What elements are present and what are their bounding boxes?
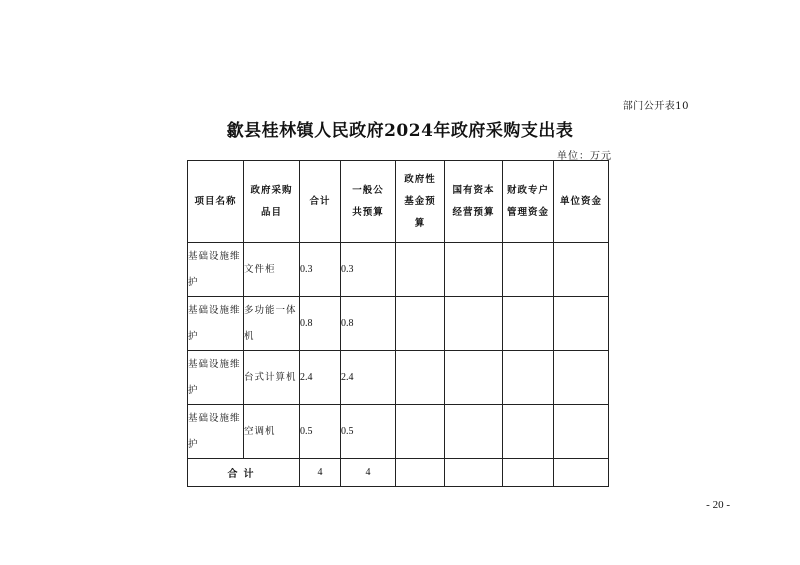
total-cell: 0.8 bbox=[300, 297, 341, 351]
total-cell: 0.5 bbox=[300, 405, 341, 459]
total-row-general-budget: 4 bbox=[341, 459, 396, 487]
project-name-cell: 基础设施维护 bbox=[188, 405, 244, 459]
project-name-cell: 基础设施维护 bbox=[188, 351, 244, 405]
general-budget-cell: 0.8 bbox=[341, 297, 396, 351]
table-row bbox=[188, 297, 609, 351]
unit-funds-cell bbox=[554, 405, 609, 459]
header-general-budget: 一般公共预算 bbox=[341, 161, 396, 243]
special-account-cell bbox=[503, 405, 554, 459]
project-name-cell: 基础设施维护 bbox=[188, 243, 244, 297]
table-tag: 部门公开表10 bbox=[622, 101, 689, 112]
fund-budget-cell bbox=[396, 243, 445, 297]
procurement-table bbox=[187, 160, 609, 487]
header-fund-budget: 政府性基金预算 bbox=[396, 161, 445, 243]
state-capital-cell bbox=[445, 243, 503, 297]
total-row bbox=[188, 459, 609, 487]
fund-budget-cell bbox=[396, 351, 445, 405]
header-project-name: 项目名称 bbox=[188, 161, 244, 243]
special-account-cell bbox=[503, 243, 554, 297]
total-row-total: 4 bbox=[300, 459, 341, 487]
header-unit-funds: 单位资金 bbox=[554, 161, 609, 243]
header-procurement-item: 政府采购品目 bbox=[244, 161, 300, 243]
unit-funds-cell bbox=[554, 351, 609, 405]
total-row-fund-budget bbox=[396, 459, 445, 487]
general-budget-cell: 0.5 bbox=[341, 405, 396, 459]
unit-funds-cell bbox=[554, 243, 609, 297]
procurement-item-cell: 空调机 bbox=[244, 405, 300, 459]
total-cell: 2.4 bbox=[300, 351, 341, 405]
unit-funds-cell bbox=[554, 297, 609, 351]
special-account-cell bbox=[503, 297, 554, 351]
table-row bbox=[188, 405, 609, 459]
fund-budget-cell bbox=[396, 405, 445, 459]
general-budget-cell: 0.3 bbox=[341, 243, 396, 297]
total-row-special-account bbox=[503, 459, 554, 487]
total-cell: 0.3 bbox=[300, 243, 341, 297]
header-row bbox=[188, 161, 609, 243]
page-number: - 20 - bbox=[706, 499, 730, 511]
general-budget-cell: 2.4 bbox=[341, 351, 396, 405]
state-capital-cell bbox=[445, 297, 503, 351]
procurement-item-cell: 多功能一体机 bbox=[244, 297, 300, 351]
total-row-state-capital bbox=[445, 459, 503, 487]
special-account-cell bbox=[503, 351, 554, 405]
header-special-account-funds: 财政专户管理资金 bbox=[503, 161, 554, 243]
table-row bbox=[188, 351, 609, 405]
total-row-unit-funds bbox=[554, 459, 609, 487]
state-capital-cell bbox=[445, 351, 503, 405]
unit-label: 单位：万元 bbox=[557, 151, 612, 162]
total-row-label: 合计 bbox=[188, 459, 300, 487]
procurement-item-cell: 文件柜 bbox=[244, 243, 300, 297]
procurement-item-cell: 台式计算机 bbox=[244, 351, 300, 405]
project-name-cell: 基础设施维护 bbox=[188, 297, 244, 351]
fund-budget-cell bbox=[396, 297, 445, 351]
header-state-capital-budget: 国有资本经营预算 bbox=[445, 161, 503, 243]
page-title: 歙县桂林镇人民政府2024年政府采购支出表 bbox=[226, 121, 574, 141]
header-total: 合计 bbox=[300, 161, 341, 243]
state-capital-cell bbox=[445, 405, 503, 459]
table-row bbox=[188, 243, 609, 297]
